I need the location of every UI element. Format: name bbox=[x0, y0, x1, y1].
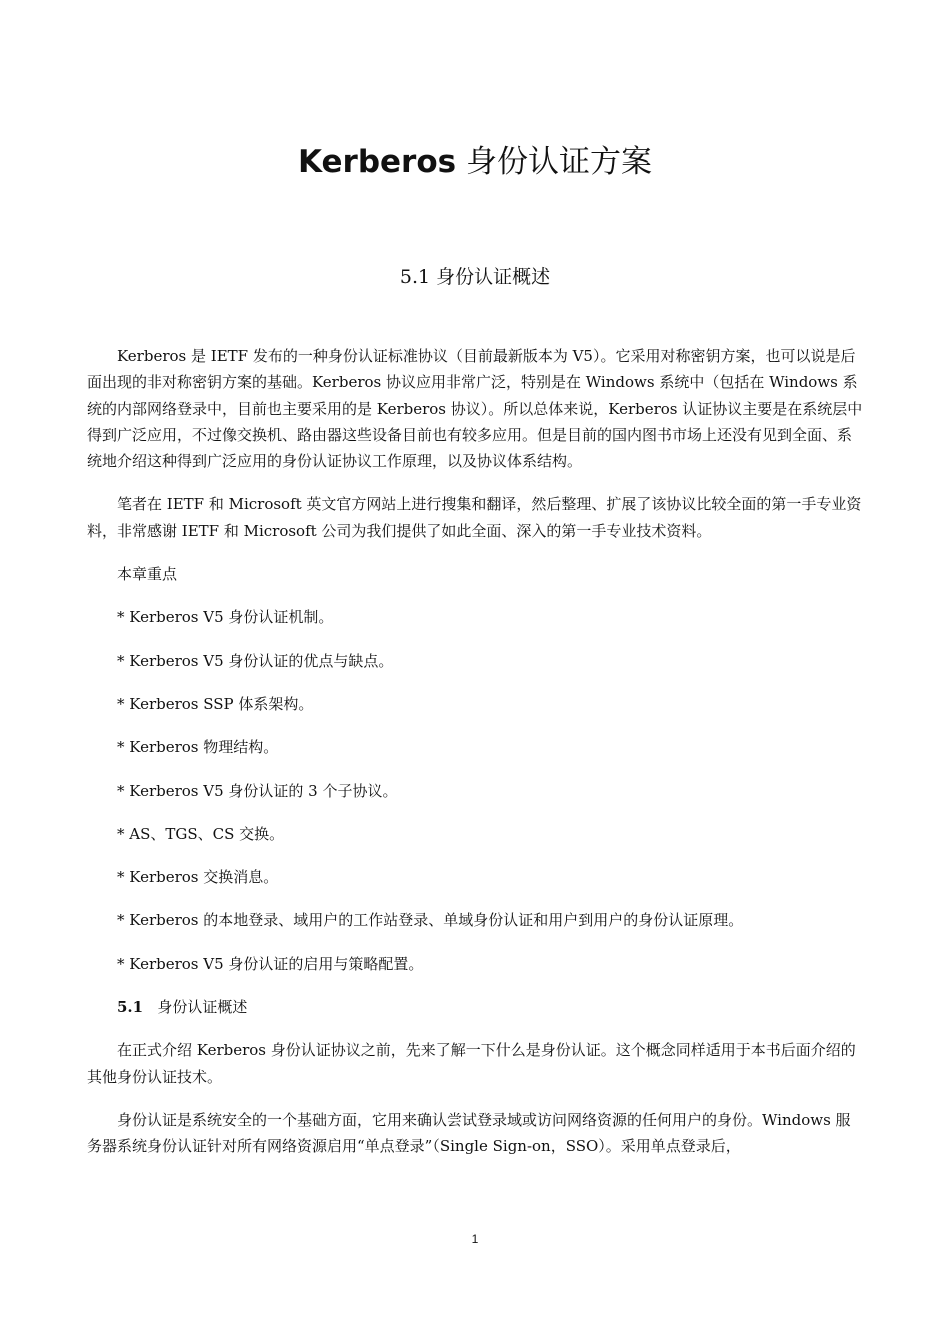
focus-item: * Kerberos 物理结构。 bbox=[117, 738, 279, 757]
subsection-heading bbox=[87, 994, 863, 1020]
body-text bbox=[87, 343, 863, 1160]
focus-item: * Kerberos V5 身份认证的启用与策略配置。 bbox=[117, 954, 424, 973]
section-heading: 5.1 身份认证概述 bbox=[399, 266, 551, 288]
focus-item: * Kerberos V5 身份认证的优点与缺点。 bbox=[117, 651, 394, 670]
focus-item: * Kerberos SSP 体系架构。 bbox=[117, 694, 314, 713]
author-note-paragraph: 笔者在 IETF 和 Microsoft 英文官方网站上进行搜集和翻译，然后整理、扩展了该协议比较全面的第一手专业资料，非常感谢 IETF 和 Microsoft 公司为我们提供了如此全面、深入的第一手专业技术资料。 bbox=[87, 495, 862, 540]
authentication-basis-paragraph: 身份认证是系统安全的一个基础方面，它用来确认尝试登录域或访问网络资源的任何用户的身份。Windows 服务器系统身份认证针对所有网络资源启用“单点登录”（Single Sign-on，SSO）。采用单点登录后， bbox=[87, 1110, 851, 1156]
page-number: 1 bbox=[471, 1232, 479, 1246]
focus-item: * Kerberos 的本地登录、域用户的工作站登录、单域身份认证和用户到用户的身份认证原理。 bbox=[117, 911, 744, 930]
focus-item: * Kerberos V5 身份认证的 3 个子协议。 bbox=[117, 781, 398, 800]
focus-item: * Kerberos V5 身份认证机制。 bbox=[117, 608, 334, 627]
document-title-latin: Kerberos bbox=[298, 144, 457, 180]
definition-intro-paragraph: 在正式介绍 Kerberos 身份认证协议之前，先来了解一下什么是身份认证。这个概念同样适用于本书后面介绍的其他身份认证技术。 bbox=[87, 1041, 856, 1086]
document-title-cjk: 身份认证方案 bbox=[456, 144, 652, 180]
focus-item: * Kerberos 交换消息。 bbox=[117, 868, 279, 887]
subsection-title: 身份认证概述 bbox=[157, 998, 248, 1017]
document-title bbox=[0, 136, 950, 181]
focus-item: * AS、TGS、CS 交换。 bbox=[117, 824, 285, 843]
intro-paragraph: Kerberos 是 IETF 发布的一种身份认证标准协议（目前最新版本为 V5）。它采用对称密钥方案，也可以说是后面出现的非对称密钥方案的基础。Kerberos 协议应用非常广泛，特别是在 Windows 系统中（包括在 Windows 系统的内部网络登录中，目前也主要采用的是 Kerberos 协议）。所以总体来说，Kerberos 认证协议主要是在系统层中得到广泛应用，不过像交换机、路由器这些设备目前也有较多应用。但是目前的国内图书市场上还没有见到全面、系统地介绍这种得到广泛应用的身份认证协议工作原理，以及协议体系结构。 bbox=[87, 347, 863, 471]
chapter-focus-label: 本章重点 bbox=[117, 565, 178, 584]
subsection-number: 5.1 bbox=[117, 998, 144, 1017]
